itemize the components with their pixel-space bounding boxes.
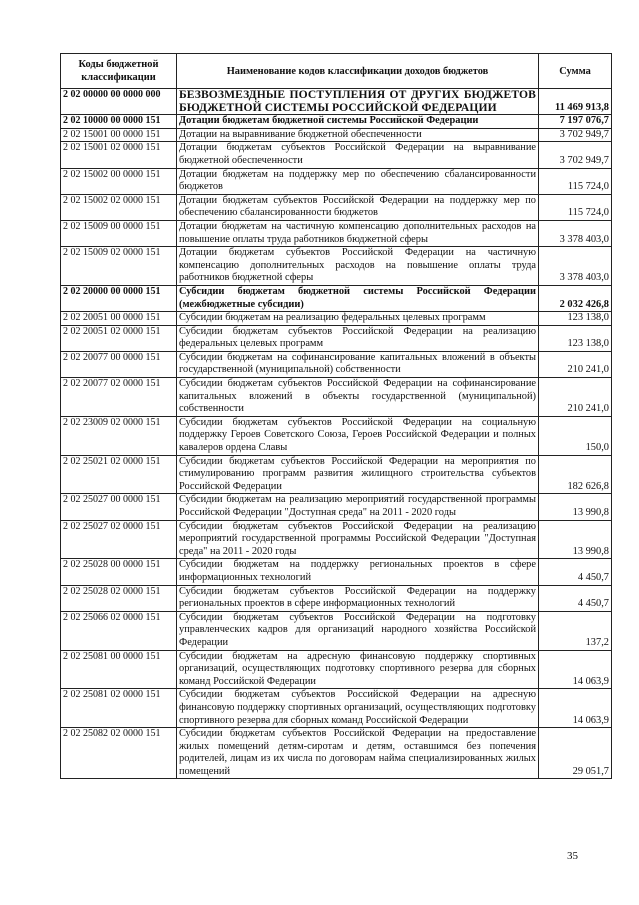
row-code: 2 02 25028 00 0000 151 [61,559,177,585]
table-body [61,89,612,779]
row-code: 2 02 25066 02 0000 151 [61,611,177,650]
table-row [61,559,612,585]
row-code: 2 02 15002 00 0000 151 [61,168,177,194]
table-row [61,455,612,494]
row-name: Субсидии бюджетам бюджетной системы Российской Федерации (межбюджетные субсидии) [177,285,539,311]
row-sum: 14 063,9 [539,689,612,728]
row-code: 2 02 23009 02 0000 151 [61,416,177,455]
table-row [61,285,612,311]
row-sum: 3 702 949,7 [539,142,612,168]
table-row [61,728,612,779]
header-code: Коды бюджетной классификации [61,54,177,89]
table-row [61,689,612,728]
row-sum: 115 724,0 [539,194,612,220]
row-code: 2 02 00000 00 0000 000 [61,89,177,115]
row-code: 2 02 25027 00 0000 151 [61,494,177,520]
row-name: БЕЗВОЗМЕЗДНЫЕ ПОСТУПЛЕНИЯ ОТ ДРУГИХ БЮДЖЕТОВ БЮДЖЕТНОЙ СИСТЕМЫ РОССИЙСКОЙ ФЕДЕРАЦИИ [177,89,539,115]
row-name: Субсидии бюджетам субъектов Российской Федерации на социальную поддержку Героев Советского Союза, Героев Российской Федерации и полных кавалеров ордена Славы [177,416,539,455]
row-code: 2 02 20000 00 0000 151 [61,285,177,311]
row-name: Дотации бюджетам субъектов Российской Федерации на поддержку мер по обеспечению сбалансированности бюджетов [177,194,539,220]
table-header-row [61,54,612,89]
header-name: Наименование кодов классификации доходов бюджетов [177,54,539,89]
row-code: 2 02 25028 02 0000 151 [61,585,177,611]
row-name: Дотации бюджетам на поддержку мер по обеспечению сбалансированности бюджетов [177,168,539,194]
row-code: 2 02 20077 00 0000 151 [61,351,177,377]
row-sum: 115 724,0 [539,168,612,194]
row-sum: 150,0 [539,416,612,455]
row-name: Дотации бюджетам бюджетной системы Российской Федерации [177,115,539,129]
row-code: 2 02 20077 02 0000 151 [61,378,177,417]
row-code: 2 02 10000 00 0000 151 [61,115,177,129]
row-sum: 123 138,0 [539,325,612,351]
row-sum: 123 138,0 [539,312,612,326]
row-sum: 3 378 403,0 [539,247,612,286]
row-sum: 210 241,0 [539,351,612,377]
row-name: Субсидии бюджетам субъектов Российской Федерации на реализацию федеральных целевых программ [177,325,539,351]
row-name: Субсидии бюджетам субъектов Российской Федерации на адресную финансовую поддержку спортивных организаций, осуществляющих подготовку спортивного резерва для сборных команд Российской Федерации [177,689,539,728]
row-name: Субсидии бюджетам на софинансирование капитальных вложений в объекты государственной (муниципальной) собственности [177,351,539,377]
table-row [61,611,612,650]
row-name: Субсидии бюджетам субъектов Российской Федерации на мероприятия по стимулированию программ развития жилищного строительства субъектов Российской Федерации [177,455,539,494]
row-code: 2 02 25027 02 0000 151 [61,520,177,559]
row-name: Субсидии бюджетам на реализацию мероприятий государственной программы Российской Федерации "Доступная среда" на 2011 - 2020 годы [177,494,539,520]
row-code: 2 02 25081 00 0000 151 [61,650,177,689]
row-sum: 7 197 076,7 [539,115,612,129]
row-sum: 3 378 403,0 [539,220,612,246]
row-code: 2 02 15009 02 0000 151 [61,247,177,286]
table-row [61,351,612,377]
table-row [61,325,612,351]
row-code: 2 02 15009 00 0000 151 [61,220,177,246]
row-sum: 3 702 949,7 [539,128,612,142]
row-code: 2 02 15002 02 0000 151 [61,194,177,220]
row-name: Субсидии бюджетам субъектов Российской Федерации на реализацию мероприятий государственной программы Российской Федерации "Доступная среда" на 2011 - 2020 годы [177,520,539,559]
table-row [61,416,612,455]
row-sum: 137,2 [539,611,612,650]
row-name: Субсидии бюджетам субъектов Российской Федерации на софинансирование капитальных вложений в объекты государственной (муниципальной) собственности [177,378,539,417]
table-row [61,312,612,326]
budget-table-sheet [60,53,611,779]
table-row [61,89,612,115]
row-sum: 13 990,8 [539,494,612,520]
table-row [61,378,612,417]
row-name: Дотации бюджетам на частичную компенсацию дополнительных расходов на повышение оплаты труда работников бюджетной сферы [177,220,539,246]
row-name: Дотации на выравнивание бюджетной обеспеченности [177,128,539,142]
row-sum: 2 032 426,8 [539,285,612,311]
row-code: 2 02 15001 02 0000 151 [61,142,177,168]
row-name: Дотации бюджетам субъектов Российской Федерации на частичную компенсацию дополнительных расходов на повышение оплаты труда работников бюджетной сферы [177,247,539,286]
table-row [61,585,612,611]
budget-revenue-table [60,53,612,779]
row-code: 2 02 20051 00 0000 151 [61,312,177,326]
row-code: 2 02 15001 00 0000 151 [61,128,177,142]
table-row [61,650,612,689]
page-number: 35 [567,850,578,862]
row-sum: 182 626,8 [539,455,612,494]
row-sum: 4 450,7 [539,559,612,585]
row-name: Субсидии бюджетам на адресную финансовую поддержку спортивных организаций, осуществляющих подготовку спортивного резерва для сборных команд Российской Федерации [177,650,539,689]
row-code: 2 02 25081 02 0000 151 [61,689,177,728]
row-code: 2 02 25021 02 0000 151 [61,455,177,494]
table-row [61,168,612,194]
table-row [61,494,612,520]
row-sum: 11 469 913,8 [539,89,612,115]
table-row [61,247,612,286]
row-sum: 210 241,0 [539,378,612,417]
row-sum: 14 063,9 [539,650,612,689]
table-row [61,142,612,168]
row-name: Субсидии бюджетам субъектов Российской Федерации на поддержку региональных проектов в сфере информационных технологий [177,585,539,611]
row-code: 2 02 25082 02 0000 151 [61,728,177,779]
table-row [61,520,612,559]
row-name: Дотации бюджетам субъектов Российской Федерации на выравнивание бюджетной обеспеченности [177,142,539,168]
row-name: Субсидии бюджетам субъектов Российской Федерации на подготовку управленческих кадров для организаций народного хозяйства Российской Федерации [177,611,539,650]
table-row [61,128,612,142]
row-name: Субсидии бюджетам субъектов Российской Федерации на предоставление жилых помещений детям-сиротам и детям, оставшимся без попечения родителей, лицам из их числа по договорам найма специализированных жилых помещений [177,728,539,779]
row-code: 2 02 20051 02 0000 151 [61,325,177,351]
table-row [61,220,612,246]
row-sum: 29 051,7 [539,728,612,779]
row-name: Субсидии бюджетам на реализацию федеральных целевых программ [177,312,539,326]
table-row [61,115,612,129]
row-sum: 4 450,7 [539,585,612,611]
row-name: Субсидии бюджетам на поддержку региональных проектов в сфере информационных технологий [177,559,539,585]
row-sum: 13 990,8 [539,520,612,559]
header-sum: Сумма [539,54,612,89]
table-row [61,194,612,220]
